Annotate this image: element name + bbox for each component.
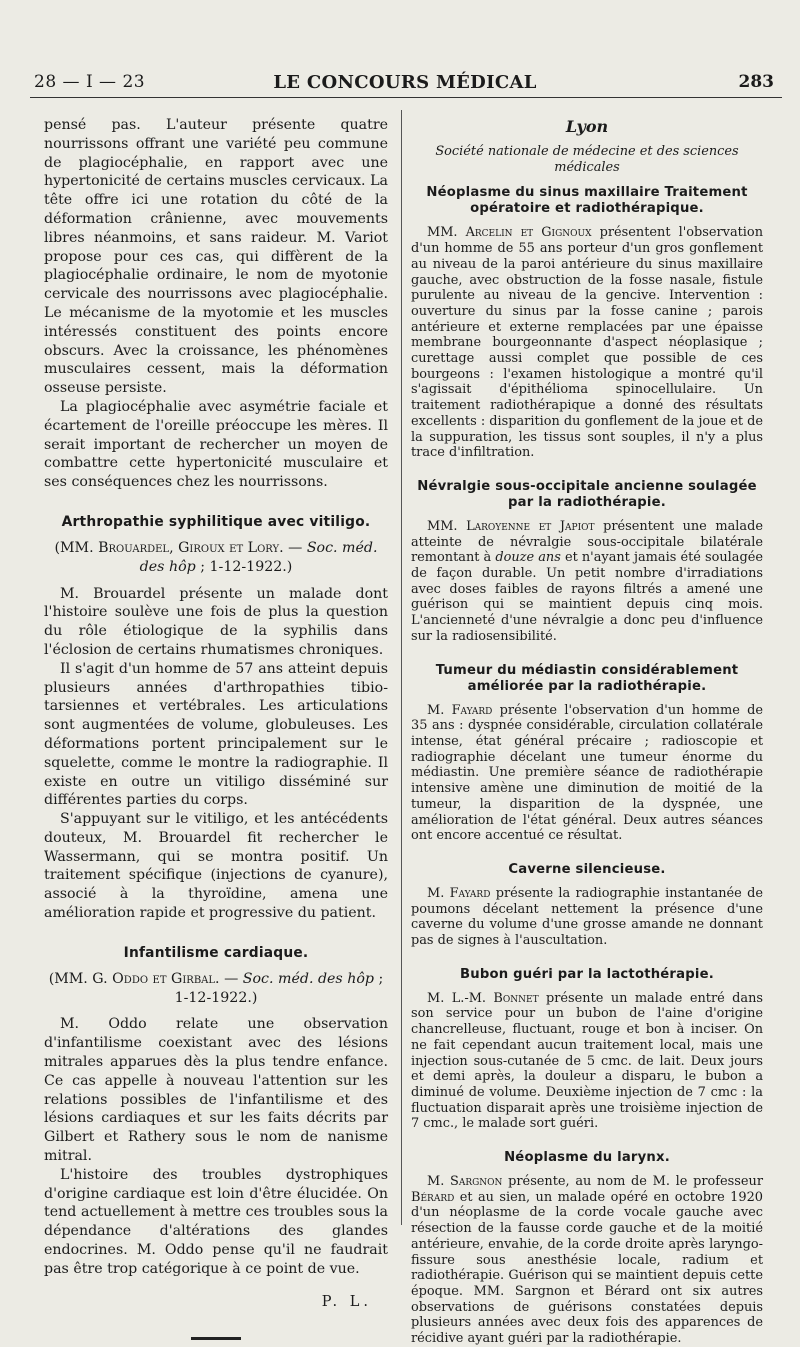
article-paragraph: [411, 519, 763, 645]
article-lead: MM. Laroyenne et Japiot: [427, 518, 595, 534]
article-heading: Arthropathie syphilitique avec vitiligo.: [61, 513, 371, 530]
end-rule: [191, 1337, 241, 1340]
article-lead-secondary: Bérard: [411, 1189, 455, 1205]
intro-paragraph: pensé pas. L'auteur présente quatre nourrissons offrant une variété peu commune de plagiocéphalie, en rapport avec une hypertonicité de certains muscles cervicaux. La tête offre ici une rotation du côté de la déformation crânienne, avec mouvements libres néanmoins, et sans raideur. M. Variot propose pour ces cas, qui diffèrent de la plagiocéphalie ordinaire, le nom de myotonie cervicale des nourrissons avec plagiocéphalie. Le mécanisme de la myotomie et les muscles intéressés constituent des points encore obscurs. Avec la croissance, les phénomènes musculaires cessent, mais la déformation osseuse persiste.: [44, 117, 388, 397]
article-paragraph: Il s'agit d'un homme de 57 ans atteint depuis plusieurs années d'arthropathies tibio-tarsiennes et vertébrales. Les articulations sont augmentées de volume, globuleuses. Les déformations portent principalement sur le squelette, comme le montre la radiographie. Il existe en outre un vitiligo disséminé sur différentes parties du corps.: [44, 660, 388, 809]
page-number: 283: [738, 72, 774, 92]
article-heading: Néoplasme du sinus maxillaire Traitement opératoire et radiothérapique.: [426, 185, 748, 217]
journal-title: LE CONCOURS MÉDICAL: [273, 72, 537, 93]
citation-authors: Brouardel, Giroux et Lory.: [98, 539, 284, 556]
citation-date: ; 1-12-1922.): [174, 970, 384, 1006]
article-lead: M. Fayard: [427, 702, 493, 718]
citation-source: Soc. méd. des hôp: [242, 970, 374, 987]
author-signature: P. L.: [321, 1293, 372, 1310]
article-paragraph: S'appuyant sur le vitiligo, et les antécédents douteux, M. Brouardel fit rechercher le Wassermann, qui se montra positif. Un traitement spécifique (injections de cyanure), associé à la thyroïdine, amena une amélioration rapide et progressive du patient.: [44, 811, 388, 922]
article-heading: Tumeur du médiastin considérablement améliorée par la radiothérapie.: [435, 662, 739, 694]
article-heading: Névralgie sous-occipitale ancienne soulagée par la radiothérapie.: [417, 478, 757, 510]
citation-date: ; 1-12-1922.): [195, 558, 293, 575]
article-paragraph: L'histoire des troubles dystrophiques d'origine cardiaque est loin d'être élucidée. On tend actuellement à mettre ces troubles sous la dépendance d'altérations des glandes endocrines. M. Oddo pense qu'il ne faudrait pas être trop catégorique à ce point de vue.: [44, 1166, 388, 1277]
article-body: présente un malade entré dans son service pour un bubon de l'aine d'origine chancrelleuse, fluctuant, rouge et bon à inciser. On ne fait cependant aucun traitement local, mais une injection sous-cutanée de 5 cmc. de lait. Deux jours et demi après, la douleur a disparu, le bubon a diminué de volume. Deuxième injection de 7 cmc : la fluctuation disparait après une troisième injection de 7 cmc., le malade sort guéri.: [411, 990, 764, 1132]
citation-source: Soc. méd. des hôp: [139, 539, 378, 575]
left-column: [44, 116, 388, 1340]
header-rule: [30, 97, 782, 98]
column-divider: [401, 110, 402, 1225]
article-heading: Néoplasme du larynx.: [504, 1150, 670, 1166]
citation-dash: —: [283, 539, 307, 556]
article-body: et n'ayant jamais été soulagée de façon durable. Un petit nombre d'irradiations avec doses faibles de rayons filtrés a amené une guérison qui se maintient depuis cinq mois. L'ancienneté d'une névralgie a donc peu d'influence sur la radiosensibilité.: [411, 550, 763, 644]
article-paragraph: [411, 886, 763, 949]
article-heading: Caverne silencieuse.: [508, 861, 666, 877]
article-paragraph: [411, 225, 763, 461]
article-paragraph: [411, 991, 763, 1132]
article-lead: MM. Arcelin et Gignoux: [427, 225, 592, 241]
right-column: [411, 116, 763, 1347]
citation-prefix: (MM.: [54, 539, 99, 556]
article-emphasis: douze ans: [495, 550, 561, 566]
article-paragraph: [411, 1174, 763, 1347]
article-heading: Infantilisme cardiaque.: [123, 944, 309, 961]
article-body: présente, au nom de M. le professeur: [502, 1174, 763, 1190]
article-lead: M. Sargnon: [427, 1174, 503, 1190]
article-lead: M. Fayard: [427, 885, 491, 901]
article-paragraph: M. Oddo relate une observation d'infantilisme coexistant avec des lésions mitrales apparues dès la plus tendre enfance. Ce cas appelle à nouveau l'attention sur les relations possibles de l'infantilisme et des lésions cardiaques et sur les faits décrits par Gilbert et Rathery sous le nom de nanisme mitral.: [44, 1016, 388, 1165]
article-citation: [44, 539, 388, 577]
issue-date: 28 — I — 23: [34, 72, 146, 92]
article-paragraph: M. Brouardel présente un malade dont l'histoire soulève une fois de plus la question du rôle étiologique de la syphilis dans l'éclosion de certains rhumatismes chroniques.: [44, 585, 388, 658]
article-paragraph: [411, 703, 763, 844]
article-heading: Bubon guéri par la lactothérapie.: [460, 966, 714, 982]
intro-paragraph: La plagiocéphalie avec asymétrie faciale et écartement de l'oreille préoccupe les mères. Il serait important de rechercher un moyen de combattre cette hypertonicité musculaire et ses conséquences chez les nourrissons.: [44, 398, 388, 491]
article-body: présentent une malade atteinte de névralgie sous-occipitale bilatérale remontant à: [411, 518, 763, 566]
article-citation: [44, 970, 388, 1008]
section-city: Lyon: [565, 117, 609, 136]
article-body: présente l'observation d'un homme de 35 ans : dyspnée considérable, circulation collatérale intense, état général précaire ; radioscopie et radiographie décelant une tumeur énorme du médiastin. Une première séance de radiothérapie intensive amène une diminution de moitié de la tumeur, la disparition de la dyspnée, une amélioration de l'état général. Deux autres séances ont encore accentué ce résultat.: [411, 702, 763, 844]
article-body: présentent l'observation d'un homme de 55 ans porteur d'un gros gonflement au niveau de la paroi antérieure du sinus maxillaire gauche, avec obstruction de la fosse nasale, fistule purulente au niveau de la gencive. Intervention : ouverture du sinus par la fosse canine ; parois antérieure et externe remplacées par une épaisse membrane bourgeonnante d'aspect néoplasique ; curettage aussi complet que possible de ces bourgeons : l'examen histologique a montré qu'il s'agissait d'épithélioma spinocellulaire. Un traitement radiothérapique a donné des résultats excellents : disparition du gonflement de la joue et de la suppuration, les tissus sont souples, il n'y a plus trace d'infiltration.: [411, 225, 764, 461]
article-lead: M. L.-M. Bonnet: [427, 990, 539, 1006]
citation-authors: Oddo et Girbal.: [112, 970, 220, 987]
article-body: et au sien, un malade opéré en octobre 1920 d'un néoplasme de la corde vocale gauche avec résection de la fausse corde gauche et de la moitié antérieure, envahie, de la corde droite après laryngo-fissure sous anesthésie locale, radium et radiothérapie. Guérison qui se maintient depuis cette époque. MM. Sargnon et Bérard ont six autres observations de guérisons constatées depuis plusieurs années avec deux fois des apparences de récidive ayant guéri par la radiothérapie.: [411, 1189, 763, 1347]
page-header: [30, 72, 780, 98]
citation-dash: —: [219, 970, 243, 987]
citation-prefix: (MM. G.: [48, 970, 113, 987]
society-name: Société nationale de médecine et des sciences médicales: [435, 144, 739, 175]
article-body: présente la radiographie instantanée de poumons décelant nettement la présence d'une caverne du volume d'une grosse amande ne donnant pas de signes à l'auscultation.: [411, 885, 763, 949]
